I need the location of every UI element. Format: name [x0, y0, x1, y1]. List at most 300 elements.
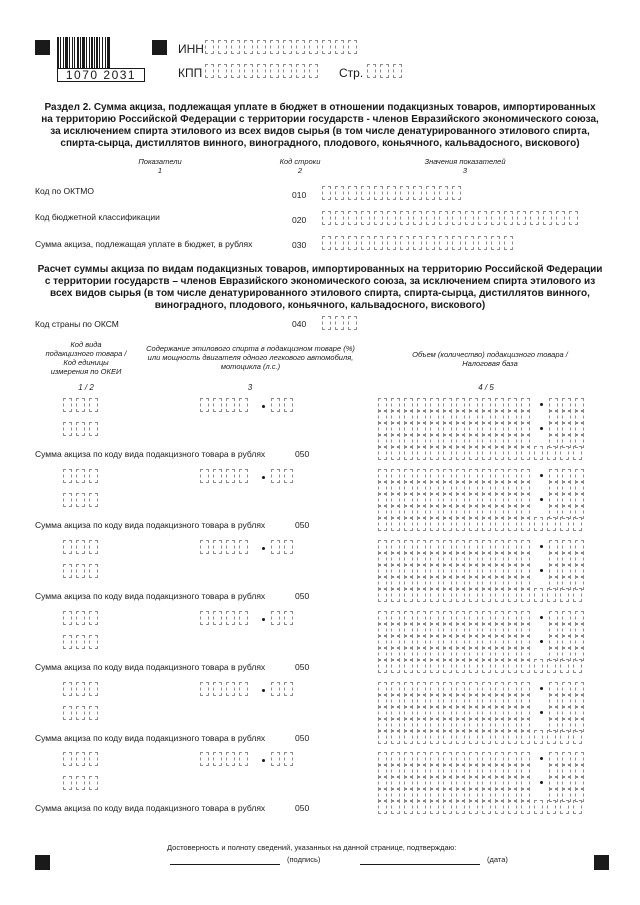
char-cell[interactable] [387, 211, 396, 225]
alcohol-content-int-field[interactable] [200, 469, 252, 483]
char-cell[interactable] [76, 422, 85, 436]
inn-label: ИНН [178, 42, 204, 56]
char-cell[interactable] [63, 752, 72, 766]
char-cell[interactable] [378, 517, 387, 531]
char-cell[interactable] [469, 446, 478, 460]
char-cell[interactable] [76, 635, 85, 649]
char-cell[interactable] [469, 517, 478, 531]
char-cell[interactable] [89, 540, 98, 554]
char-cell[interactable] [89, 564, 98, 578]
unit-code-field[interactable] [63, 776, 102, 790]
char-cell[interactable] [213, 469, 222, 483]
signature-caption: (подпись) [287, 855, 321, 864]
char-cell[interactable] [495, 659, 504, 673]
char-cell[interactable] [391, 659, 400, 673]
char-cell[interactable] [482, 588, 491, 602]
char-cell[interactable] [367, 64, 376, 78]
alcohol-content-int-field[interactable] [200, 752, 252, 766]
char-cell[interactable] [560, 730, 569, 744]
char-cell[interactable] [400, 186, 409, 200]
page-number-field[interactable] [367, 64, 406, 78]
oktmo-field[interactable] [322, 186, 465, 200]
char-cell[interactable] [413, 211, 422, 225]
char-cell[interactable] [400, 211, 409, 225]
char-cell[interactable] [226, 398, 235, 412]
char-cell[interactable] [417, 730, 426, 744]
char-cell[interactable] [63, 469, 72, 483]
col-indicators-label: Показатели [138, 157, 182, 166]
goods-code-field[interactable] [63, 752, 102, 766]
char-cell[interactable] [443, 659, 452, 673]
char-cell[interactable] [89, 706, 98, 720]
char-cell[interactable] [296, 64, 305, 78]
char-cell[interactable] [89, 611, 98, 625]
char-cell[interactable] [218, 64, 227, 78]
char-cell[interactable] [465, 211, 474, 225]
char-cell[interactable] [426, 211, 435, 225]
char-cell[interactable] [63, 493, 72, 507]
char-cell[interactable] [63, 635, 72, 649]
char-cell[interactable] [521, 446, 530, 460]
char-cell[interactable] [439, 236, 448, 250]
char-cell[interactable] [76, 752, 85, 766]
kbk-field[interactable] [322, 211, 582, 225]
char-cell[interactable] [213, 682, 222, 696]
char-cell[interactable] [439, 211, 448, 225]
char-cell[interactable] [404, 659, 413, 673]
char-cell[interactable] [244, 40, 253, 54]
char-cell[interactable] [89, 469, 98, 483]
col-line-code-label: Код строки [279, 157, 321, 166]
char-cell[interactable] [573, 800, 582, 814]
char-cell[interactable] [284, 752, 293, 766]
char-cell[interactable] [456, 446, 465, 460]
char-cell[interactable] [469, 659, 478, 673]
alcohol-content-frac-field[interactable] [271, 469, 297, 483]
char-cell[interactable] [573, 446, 582, 460]
char-cell[interactable] [200, 611, 209, 625]
section-title-line: за исключением спирта этилового из всех видов сырья (в том числе денатурированного этилового спирта, [50, 126, 590, 137]
char-cell[interactable] [443, 800, 452, 814]
corner-marker-bottom-right [594, 855, 609, 870]
char-cell[interactable] [478, 236, 487, 250]
char-cell[interactable] [226, 752, 235, 766]
char-cell[interactable] [521, 800, 530, 814]
char-cell[interactable] [226, 682, 235, 696]
char-cell[interactable] [271, 752, 280, 766]
char-cell[interactable] [63, 706, 72, 720]
char-cell[interactable] [547, 730, 556, 744]
char-cell[interactable] [430, 800, 439, 814]
excise-amount-field[interactable] [378, 446, 586, 460]
char-cell[interactable] [393, 64, 402, 78]
char-cell[interactable] [271, 398, 280, 412]
unit-code-field[interactable] [63, 422, 102, 436]
char-cell[interactable] [404, 446, 413, 460]
char-cell[interactable] [89, 682, 98, 696]
char-cell[interactable] [560, 517, 569, 531]
char-cell[interactable] [430, 588, 439, 602]
char-cell[interactable] [348, 40, 357, 54]
char-cell[interactable] [482, 659, 491, 673]
char-cell[interactable] [391, 800, 400, 814]
barcode-bar [60, 37, 61, 69]
char-cell[interactable] [391, 446, 400, 460]
excise-amount-field[interactable] [378, 517, 586, 531]
char-cell[interactable] [335, 236, 344, 250]
char-cell[interactable] [430, 446, 439, 460]
char-cell[interactable] [495, 446, 504, 460]
char-cell[interactable] [76, 611, 85, 625]
unit-code-field[interactable] [63, 493, 102, 507]
char-cell[interactable] [573, 730, 582, 744]
char-cell[interactable] [521, 588, 530, 602]
char-cell[interactable] [443, 517, 452, 531]
excise-by-code-label: Сумма акциза по коду вида подакцизного товара в рублях [35, 803, 266, 813]
char-cell[interactable] [465, 236, 474, 250]
char-cell[interactable] [404, 800, 413, 814]
char-cell[interactable] [569, 211, 578, 225]
char-cell[interactable] [271, 540, 280, 554]
char-cell[interactable] [226, 469, 235, 483]
char-cell[interactable] [404, 517, 413, 531]
char-cell[interactable] [543, 211, 552, 225]
char-cell[interactable] [534, 800, 543, 814]
char-cell[interactable] [296, 40, 305, 54]
char-cell[interactable] [200, 469, 209, 483]
corner-marker-top-center [152, 40, 167, 55]
char-cell[interactable] [504, 236, 513, 250]
char-cell[interactable] [200, 682, 209, 696]
char-cell[interactable] [478, 211, 487, 225]
goods-code-field[interactable] [63, 469, 102, 483]
decimal-point [262, 476, 265, 479]
char-cell[interactable] [271, 611, 280, 625]
char-cell[interactable] [284, 540, 293, 554]
char-cell[interactable] [482, 800, 491, 814]
char-cell[interactable] [556, 211, 565, 225]
char-cell[interactable] [426, 236, 435, 250]
char-cell[interactable] [63, 398, 72, 412]
char-cell[interactable] [270, 40, 279, 54]
char-cell[interactable] [213, 540, 222, 554]
char-cell[interactable] [430, 517, 439, 531]
char-cell[interactable] [205, 40, 214, 54]
char-cell[interactable] [508, 659, 517, 673]
calc-title-line: Расчет суммы акциза по видам подакцизных товаров, импортированных на территорию Российской Федерации [37, 264, 603, 275]
char-cell[interactable] [226, 611, 235, 625]
char-cell[interactable] [361, 236, 370, 250]
char-cell[interactable] [378, 659, 387, 673]
char-cell[interactable] [573, 517, 582, 531]
char-cell[interactable] [391, 588, 400, 602]
char-cell[interactable] [231, 40, 240, 54]
char-cell[interactable] [404, 730, 413, 744]
char-cell[interactable] [413, 236, 422, 250]
char-cell[interactable] [89, 776, 98, 790]
goods-code-field[interactable] [63, 682, 102, 696]
char-cell[interactable] [348, 236, 357, 250]
char-cell[interactable] [534, 588, 543, 602]
char-cell[interactable] [417, 446, 426, 460]
char-cell[interactable] [309, 64, 318, 78]
char-cell[interactable] [508, 517, 517, 531]
char-cell[interactable] [322, 40, 331, 54]
char-cell[interactable] [335, 316, 344, 330]
alcohol-content-frac-field[interactable] [271, 752, 297, 766]
char-cell[interactable] [374, 186, 383, 200]
char-cell[interactable] [573, 588, 582, 602]
char-cell[interactable] [283, 40, 292, 54]
char-cell[interactable] [361, 211, 370, 225]
kpp-label: КПП [178, 66, 203, 80]
char-cell[interactable] [380, 64, 389, 78]
char-cell[interactable] [239, 398, 248, 412]
char-cell[interactable] [89, 398, 98, 412]
unit-code-field[interactable] [63, 706, 102, 720]
char-cell[interactable] [534, 730, 543, 744]
char-cell[interactable] [443, 588, 452, 602]
excise-amount-field[interactable] [378, 800, 586, 814]
char-cell[interactable] [239, 540, 248, 554]
char-cell[interactable] [348, 211, 357, 225]
char-cell[interactable] [521, 517, 530, 531]
char-cell[interactable] [76, 564, 85, 578]
country-code: 040 [292, 319, 307, 329]
char-cell[interactable] [560, 659, 569, 673]
char-cell[interactable] [239, 469, 248, 483]
char-cell[interactable] [456, 730, 465, 744]
alcohol-content-int-field[interactable] [200, 540, 252, 554]
char-cell[interactable] [456, 659, 465, 673]
char-cell[interactable] [378, 730, 387, 744]
char-cell[interactable] [63, 422, 72, 436]
char-cell[interactable] [284, 469, 293, 483]
char-cell[interactable] [63, 540, 72, 554]
char-cell[interactable] [521, 730, 530, 744]
inn-field[interactable] [205, 40, 361, 54]
char-cell[interactable] [508, 588, 517, 602]
barcode-bar [82, 37, 85, 69]
char-cell[interactable] [508, 730, 517, 744]
char-cell[interactable] [76, 706, 85, 720]
char-cell[interactable] [417, 659, 426, 673]
char-cell[interactable] [560, 800, 569, 814]
char-cell[interactable] [404, 588, 413, 602]
char-cell[interactable] [226, 540, 235, 554]
oktmo-label: Код по ОКТМО [35, 186, 94, 196]
char-cell[interactable] [573, 659, 582, 673]
country-field[interactable] [322, 316, 361, 330]
char-cell[interactable] [534, 659, 543, 673]
char-cell[interactable] [517, 211, 526, 225]
char-cell[interactable] [200, 752, 209, 766]
char-cell[interactable] [491, 236, 500, 250]
char-cell[interactable] [469, 800, 478, 814]
char-cell[interactable] [443, 730, 452, 744]
char-cell[interactable] [482, 446, 491, 460]
char-cell[interactable] [361, 186, 370, 200]
char-cell[interactable] [284, 611, 293, 625]
col-values-header [400, 157, 530, 175]
goods-code-field[interactable] [63, 611, 102, 625]
char-cell[interactable] [391, 730, 400, 744]
char-cell[interactable] [400, 236, 409, 250]
char-cell[interactable] [257, 40, 266, 54]
char-cell[interactable] [283, 64, 292, 78]
alcohol-content-int-field[interactable] [200, 611, 252, 625]
excise-sum-field[interactable] [322, 236, 517, 250]
char-cell[interactable] [231, 64, 240, 78]
char-cell[interactable] [508, 446, 517, 460]
char-cell[interactable] [443, 446, 452, 460]
char-cell[interactable] [534, 517, 543, 531]
char-cell[interactable] [335, 40, 344, 54]
alcohol-content-frac-field[interactable] [271, 682, 297, 696]
char-cell[interactable] [452, 236, 461, 250]
char-cell[interactable] [439, 186, 448, 200]
unit-code-field[interactable] [63, 564, 102, 578]
char-cell[interactable] [530, 211, 539, 225]
calc-title-line: всех видов сырья (в том числе денатурированного этилового спирта, спирта-сырца, дистиллятов винного, [50, 288, 590, 299]
char-cell[interactable] [387, 186, 396, 200]
char-cell[interactable] [213, 398, 222, 412]
char-cell[interactable] [560, 446, 569, 460]
char-cell[interactable] [76, 398, 85, 412]
char-cell[interactable] [76, 776, 85, 790]
table-col2-line: Содержание этилового спирта в подакцизном товаре (%) [146, 344, 355, 353]
kpp-field[interactable] [205, 64, 322, 78]
char-cell[interactable] [482, 730, 491, 744]
char-cell[interactable] [374, 211, 383, 225]
char-cell[interactable] [491, 211, 500, 225]
char-cell[interactable] [76, 540, 85, 554]
char-cell[interactable] [239, 611, 248, 625]
char-cell[interactable] [63, 564, 72, 578]
char-cell[interactable] [348, 316, 357, 330]
goods-code-field[interactable] [63, 540, 102, 554]
char-cell[interactable] [426, 186, 435, 200]
char-cell[interactable] [257, 64, 266, 78]
char-cell[interactable] [271, 682, 280, 696]
char-cell[interactable] [417, 588, 426, 602]
goods-code-field[interactable] [63, 398, 102, 412]
char-cell[interactable] [76, 493, 85, 507]
char-cell[interactable] [456, 800, 465, 814]
char-cell[interactable] [218, 40, 227, 54]
char-cell[interactable] [89, 752, 98, 766]
char-cell[interactable] [200, 398, 209, 412]
table-col2-num: 3 [247, 383, 253, 392]
char-cell[interactable] [348, 186, 357, 200]
char-cell[interactable] [387, 236, 396, 250]
char-cell[interactable] [504, 211, 513, 225]
char-cell[interactable] [378, 588, 387, 602]
char-cell[interactable] [547, 517, 556, 531]
char-cell[interactable] [309, 40, 318, 54]
char-cell[interactable] [508, 800, 517, 814]
char-cell[interactable] [378, 446, 387, 460]
char-cell[interactable] [271, 469, 280, 483]
char-cell[interactable] [495, 588, 504, 602]
excise-amount-field[interactable] [378, 659, 586, 673]
char-cell[interactable] [322, 236, 331, 250]
alcohol-content-frac-field[interactable] [271, 540, 297, 554]
char-cell[interactable] [200, 540, 209, 554]
char-cell[interactable] [322, 211, 331, 225]
char-cell[interactable] [335, 186, 344, 200]
char-cell[interactable] [413, 186, 422, 200]
char-cell[interactable] [213, 611, 222, 625]
char-cell[interactable] [63, 776, 72, 790]
char-cell[interactable] [430, 659, 439, 673]
char-cell[interactable] [76, 469, 85, 483]
char-cell[interactable] [417, 517, 426, 531]
char-cell[interactable] [89, 493, 98, 507]
char-cell[interactable] [239, 682, 248, 696]
char-cell[interactable] [239, 752, 248, 766]
char-cell[interactable] [213, 752, 222, 766]
char-cell[interactable] [284, 682, 293, 696]
char-cell[interactable] [63, 682, 72, 696]
char-cell[interactable] [495, 730, 504, 744]
char-cell[interactable] [452, 186, 461, 200]
char-cell[interactable] [547, 800, 556, 814]
alcohol-content-int-field[interactable] [200, 398, 252, 412]
char-cell[interactable] [244, 64, 253, 78]
char-cell[interactable] [495, 800, 504, 814]
char-cell[interactable] [63, 611, 72, 625]
char-cell[interactable] [469, 730, 478, 744]
char-cell[interactable] [547, 588, 556, 602]
char-cell[interactable] [205, 64, 214, 78]
alcohol-content-frac-field[interactable] [271, 611, 297, 625]
char-cell[interactable] [469, 588, 478, 602]
char-cell[interactable] [89, 422, 98, 436]
char-cell[interactable] [89, 635, 98, 649]
char-cell[interactable] [547, 446, 556, 460]
char-cell[interactable] [456, 517, 465, 531]
alcohol-content-int-field[interactable] [200, 682, 252, 696]
char-cell[interactable] [521, 659, 530, 673]
excise-amount-field[interactable] [378, 588, 586, 602]
unit-code-field[interactable] [63, 635, 102, 649]
char-cell[interactable] [417, 800, 426, 814]
excise-amount-field[interactable] [378, 730, 586, 744]
barcode-bar [94, 37, 95, 69]
char-cell[interactable] [391, 517, 400, 531]
col-values-label: Значения показателей [424, 157, 506, 166]
char-cell[interactable] [378, 800, 387, 814]
char-cell[interactable] [456, 588, 465, 602]
char-cell[interactable] [495, 517, 504, 531]
char-cell[interactable] [322, 316, 331, 330]
table-col1-line: Код вида [70, 340, 102, 349]
char-cell[interactable] [534, 446, 543, 460]
char-cell[interactable] [335, 211, 344, 225]
char-cell[interactable] [76, 682, 85, 696]
char-cell[interactable] [430, 730, 439, 744]
char-cell[interactable] [270, 64, 279, 78]
char-cell[interactable] [482, 517, 491, 531]
char-cell[interactable] [322, 186, 331, 200]
char-cell[interactable] [374, 236, 383, 250]
char-cell[interactable] [560, 588, 569, 602]
char-cell[interactable] [452, 211, 461, 225]
char-cell[interactable] [284, 398, 293, 412]
alcohol-content-frac-field[interactable] [271, 398, 297, 412]
char-cell[interactable] [547, 659, 556, 673]
